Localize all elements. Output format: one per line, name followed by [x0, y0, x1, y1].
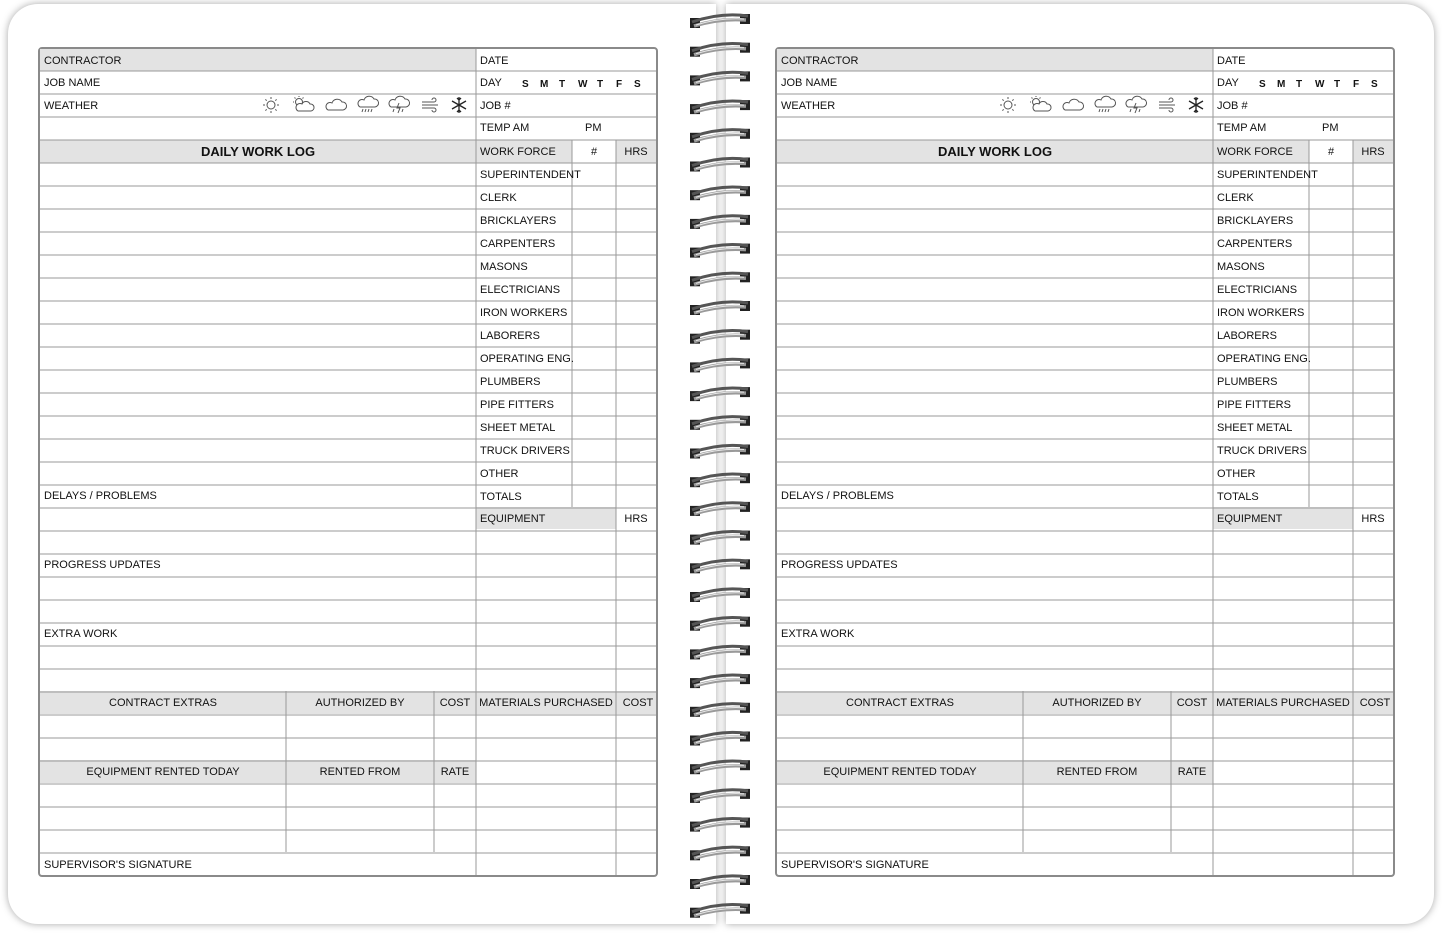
spiral-ring [690, 387, 750, 401]
spiral-ring [690, 875, 750, 889]
spiral-ring [690, 100, 750, 114]
spiral-ring [690, 502, 750, 516]
delays-problems-label: DELAYS / PROBLEMS [781, 490, 894, 502]
work-force-row-label: IRON WORKERS [480, 307, 568, 319]
work-force-row-label: MASONS [480, 261, 528, 273]
spiral-ring [690, 588, 750, 602]
day-label: DAY [1217, 77, 1239, 89]
spiral-ring [690, 645, 750, 659]
date-label: DATE [1217, 55, 1246, 67]
contractor-label: CONTRACTOR [44, 55, 122, 67]
contract-extras-header: CONTRACT EXTRAS [846, 697, 954, 709]
date-label: DATE [480, 55, 509, 67]
spiral-ring [690, 703, 750, 717]
job-number-label: JOB # [480, 100, 511, 112]
work-force-row-label: ELECTRICIANS [1217, 284, 1298, 296]
extra-work-label: EXTRA WORK [44, 628, 118, 640]
supervisor-signature-label: SUPERVISOR'S SIGNATURE [44, 859, 192, 871]
work-force-row-label: TRUCK DRIVERS [1217, 445, 1307, 457]
spiral-ring [690, 71, 750, 85]
materials-purchased-header: MATERIALS PURCHASED [1216, 697, 1350, 709]
rain-icon[interactable] [1095, 96, 1116, 112]
equipment-rented-header: EQUIPMENT RENTED TODAY [823, 766, 977, 778]
weather-label: WEATHER [44, 100, 99, 112]
contractor-label: CONTRACTOR [781, 55, 859, 67]
work-force-row-label: PIPE FITTERS [1217, 399, 1291, 411]
delays-problems-label: DELAYS / PROBLEMS [44, 490, 157, 502]
equipment-header: EQUIPMENT [480, 513, 546, 525]
day-of-week-letters [522, 79, 641, 90]
work-force-row-label: CARPENTERS [1217, 238, 1293, 250]
work-force-row-label: IRON WORKERS [1217, 307, 1305, 319]
authorized-by-header: AUTHORIZED BY [315, 697, 405, 709]
temp-am-label: TEMP AM [480, 122, 530, 134]
rented-from-header: RENTED FROM [319, 766, 401, 778]
equipment-rented-header: EQUIPMENT RENTED TODAY [86, 766, 240, 778]
materials-purchased-header: MATERIALS PURCHASED [479, 697, 613, 709]
daily-log-form-left [38, 47, 658, 877]
work-force-row-label: OTHER [1217, 468, 1256, 480]
work-force-header: WORK FORCE [480, 146, 556, 158]
supervisor-signature-label: SUPERVISOR'S SIGNATURE [781, 859, 929, 871]
day-letter[interactable]: T [559, 79, 566, 90]
work-force-row-label: LABORERS [1217, 330, 1277, 342]
job-name-label: JOB NAME [44, 77, 101, 89]
spiral-ring [690, 43, 750, 57]
spiral-ring [690, 215, 750, 229]
spiral-ring [690, 674, 750, 688]
contract-cost-header: COST [1176, 697, 1208, 709]
thunderstorm-icon[interactable] [389, 96, 410, 113]
temp-am-label: TEMP AM [1217, 122, 1267, 134]
wind-icon[interactable] [1159, 98, 1175, 112]
work-force-row-label: BRICKLAYERS [480, 215, 557, 227]
job-number-label: JOB # [1217, 100, 1248, 112]
hrs-header: HRS [624, 146, 648, 158]
weather-label: WEATHER [781, 100, 836, 112]
snowflake-icon[interactable] [452, 97, 466, 113]
work-force-row-label: PIPE FITTERS [480, 399, 554, 411]
day-letter[interactable]: M [1277, 79, 1286, 90]
work-force-row-label: BRICKLAYERS [1217, 215, 1294, 227]
cloud-icon[interactable] [1063, 99, 1084, 110]
spiral-ring [690, 129, 750, 143]
spiral-ring [690, 272, 750, 286]
day-letter[interactable]: T [1296, 79, 1303, 90]
sun-icon[interactable] [263, 97, 279, 113]
count-header: # [1327, 146, 1335, 158]
weather-icons [263, 96, 466, 113]
rate-header: RATE [440, 766, 470, 778]
day-of-week-letters [1259, 79, 1378, 90]
day-letter[interactable]: T [597, 79, 604, 90]
partly-cloudy-icon[interactable] [293, 96, 314, 111]
spiral-ring [690, 789, 750, 803]
spiral-ring [690, 904, 750, 918]
equipment-hrs-header: HRS [1361, 513, 1385, 525]
work-force-row-label: TOTALS [480, 491, 522, 503]
work-force-row-label: PLUMBERS [480, 376, 541, 388]
work-force-row-label: TOTALS [1217, 491, 1259, 503]
contract-cost-header: COST [439, 697, 471, 709]
authorized-by-header: AUTHORIZED BY [1052, 697, 1142, 709]
temp-pm-label: PM [585, 122, 602, 134]
daily-work-log-title: DAILY WORK LOG [200, 144, 316, 159]
count-header: # [590, 146, 598, 158]
contract-extras-header: CONTRACT EXTRAS [109, 697, 217, 709]
hrs-header: HRS [1361, 146, 1385, 158]
spiral-ring [690, 760, 750, 774]
snowflake-icon[interactable] [1189, 97, 1203, 113]
day-letter[interactable]: S [1259, 79, 1266, 90]
rented-from-header: RENTED FROM [1056, 766, 1138, 778]
rate-header: RATE [1177, 766, 1207, 778]
spiral-ring [690, 158, 750, 172]
work-force-row-label: ELECTRICIANS [480, 284, 561, 296]
spiral-ring [690, 14, 750, 28]
work-force-row-label: TRUCK DRIVERS [480, 445, 570, 457]
cloud-icon[interactable] [326, 99, 347, 110]
progress-updates-label: PROGRESS UPDATES [44, 559, 161, 571]
sun-icon[interactable] [1000, 97, 1016, 113]
equipment-header: EQUIPMENT [1217, 513, 1283, 525]
work-force-row-label: CARPENTERS [480, 238, 556, 250]
daily-work-log-title: DAILY WORK LOG [937, 144, 1053, 159]
weather-icons [1000, 96, 1203, 113]
work-force-row-label: MASONS [1217, 261, 1265, 273]
materials-cost-header: COST [1359, 697, 1391, 709]
day-letter[interactable]: S [522, 79, 529, 90]
work-force-row-label: SHEET METAL [480, 422, 556, 434]
day-letter[interactable]: T [1334, 79, 1341, 90]
progress-updates-label: PROGRESS UPDATES [781, 559, 898, 571]
spiral-ring [690, 531, 750, 545]
spiral-ring [690, 732, 750, 746]
day-letter[interactable]: F [1353, 79, 1360, 90]
thunderstorm-icon[interactable] [1126, 96, 1147, 113]
spiral-ring [690, 301, 750, 315]
extra-work-label: EXTRA WORK [781, 628, 855, 640]
spiral-ring [690, 473, 750, 487]
spiral-ring [690, 186, 750, 200]
work-force-row-label: CLERK [480, 192, 517, 204]
spiral-ring [690, 244, 750, 258]
work-force-row-label: SUPERINTENDENT [480, 169, 581, 181]
day-letter[interactable]: S [1371, 79, 1378, 90]
work-force-row-label: PLUMBERS [1217, 376, 1278, 388]
work-force-rows [1217, 169, 1318, 503]
wind-icon[interactable] [422, 98, 438, 112]
work-force-header: WORK FORCE [1217, 146, 1293, 158]
spiral-binding [686, 6, 756, 926]
spiral-ring [690, 617, 750, 631]
day-letter[interactable]: S [634, 79, 641, 90]
materials-cost-header: COST [622, 697, 654, 709]
work-force-row-label: SUPERINTENDENT [1217, 169, 1318, 181]
partly-cloudy-icon[interactable] [1030, 96, 1051, 111]
spiral-ring [690, 358, 750, 372]
work-force-row-label: OPERATING ENG. [480, 353, 574, 365]
work-force-row-label: OPERATING ENG. [1217, 353, 1311, 365]
equipment-hrs-header: HRS [624, 513, 648, 525]
day-letter[interactable]: W [578, 79, 588, 90]
temp-pm-label: PM [1322, 122, 1339, 134]
work-force-rows [480, 169, 581, 503]
work-force-row-label: LABORERS [480, 330, 540, 342]
rain-icon[interactable] [358, 96, 379, 112]
spiral-ring [690, 818, 750, 832]
spiral-ring [690, 445, 750, 459]
work-force-row-label: OTHER [480, 468, 519, 480]
job-name-label: JOB NAME [781, 77, 838, 89]
day-label: DAY [480, 77, 502, 89]
daily-log-form-right [775, 47, 1395, 877]
spiral-ring [690, 330, 750, 344]
work-force-row-label: CLERK [1217, 192, 1254, 204]
spiral-ring [690, 416, 750, 430]
day-letter[interactable]: W [1315, 79, 1325, 90]
day-letter[interactable]: F [616, 79, 623, 90]
work-force-row-label: SHEET METAL [1217, 422, 1293, 434]
day-letter[interactable]: M [540, 79, 549, 90]
spiral-ring [690, 846, 750, 860]
spiral-ring [690, 559, 750, 573]
